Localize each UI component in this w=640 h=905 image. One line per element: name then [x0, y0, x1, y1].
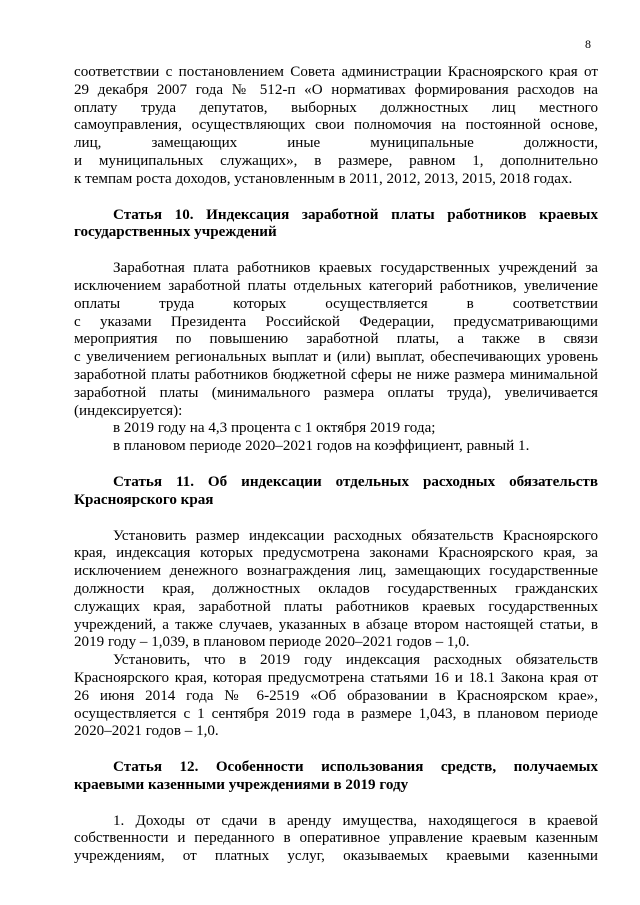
text-line: Установить, что в 2019 году индексация расходных обязательств — [113, 652, 598, 669]
article-10-heading — [74, 207, 598, 243]
heading-line: Статья 11. Об индексации отдельных расходных обязательств — [113, 473, 598, 490]
text-line: оплату труда депутатов, выборных должностных лиц местного — [74, 99, 598, 116]
article-11-paragraph-2 — [74, 652, 598, 741]
text-line: заработной платы (минимального размера оплаты труда), увеличивается — [74, 384, 598, 401]
text-line: с указами Президента Российской Федерации, предусматривающими — [74, 313, 598, 330]
page-number: 8 — [585, 37, 591, 51]
text-line: самоуправления, осуществляющих свои полномочия на постоянной основе, — [74, 117, 598, 134]
list-line: в плановом периоде 2020–2021 годов на коэффициент, равный 1. — [113, 438, 530, 455]
heading-line: краевыми казенными учреждениями в 2019 году — [74, 776, 409, 793]
text-line: собственности и переданного в оперативное управление краевым казенным — [74, 830, 598, 847]
text-line: Красноярского края, которая предусмотрена статьями 16 и 18.1 Закона края от — [74, 669, 598, 686]
text-line: и муниципальных служащих», в размере, равном 1, дополнительно — [74, 152, 598, 169]
heading-line: государственных учреждений — [74, 224, 277, 241]
text-line: 1. Доходы от сдачи в аренду имущества, находящегося в краевой — [113, 812, 598, 829]
text-line: оплаты труда которых осуществляется в соответствии — [74, 295, 598, 312]
text-line: служащих края, заработной платы работников краевых государственных — [74, 598, 598, 615]
text-line: Заработная плата работников краевых государственных учреждений за — [113, 260, 598, 277]
text-line: мероприятия по повышению заработной платы, а также в связи — [74, 331, 598, 348]
heading-line: Статья 12. Особенности использования средств, получаемых — [113, 759, 598, 776]
text-line: исключением денежного вознаграждения лиц, замещающих государственные — [74, 563, 598, 580]
text-line: должности края, должностных окладов государственных гражданских — [74, 580, 598, 597]
article-11-paragraph-1 — [74, 528, 598, 653]
text-line: 2020–2021 годов – 1,0. — [74, 723, 219, 740]
text-line: лиц, замещающих иные муниципальные должности, — [74, 135, 598, 152]
text-line: края, индексация которых предусмотрена законами Красноярского края, за — [74, 545, 598, 562]
heading-line: Красноярского края — [74, 491, 214, 508]
document-body — [74, 64, 598, 866]
article-11-heading — [74, 474, 598, 510]
text-line: учреждений, а также случаев, указанных в абзаце втором настоящей статьи, в — [74, 616, 598, 633]
text-line: соответствии с постановлением Совета администрации Красноярского края от — [74, 64, 598, 80]
heading-line: Статья 10. Индексация заработной платы работников краевых — [113, 206, 598, 223]
text-line: 29 декабря 2007 года № 512-п «О нормативах формирования расходов на — [74, 81, 598, 98]
text-line: исключением заработной платы отдельных категорий работников, увеличение — [74, 277, 598, 294]
text-line: к темпам роста доходов, установленным в 2011, 2012, 2013, 2015, 2018 годах. — [74, 170, 573, 187]
text-line: Установить размер индексации расходных обязательств Красноярского — [113, 527, 598, 544]
text-line: осуществляется с 1 сентября 2019 года в размере 1,043, в плановом периоде — [74, 705, 598, 722]
article-12-paragraph — [74, 813, 598, 866]
text-line: 2019 году – 1,039, в плановом периоде 2020–2021 годов – 1,0. — [74, 634, 470, 651]
article-10-paragraph — [74, 260, 598, 456]
text-line: (индексируется): — [74, 402, 183, 419]
text-line: 26 июня 2014 года № 6-2519 «Об образовании в Красноярском крае», — [74, 687, 598, 704]
article-12-heading — [74, 759, 598, 795]
text-line: с увеличением региональных выплат и (или) выплат, обеспечивающих уровень — [74, 349, 598, 366]
paragraph-continuation — [74, 64, 598, 189]
text-line: заработной платы работников бюджетной сферы не ниже размера минимальной — [74, 366, 598, 383]
list-line: в 2019 году на 4,3 процента с 1 октября 2019 года; — [113, 420, 436, 437]
text-line: учреждениям, от платных услуг, оказываемых краевыми казенными — [74, 848, 598, 865]
